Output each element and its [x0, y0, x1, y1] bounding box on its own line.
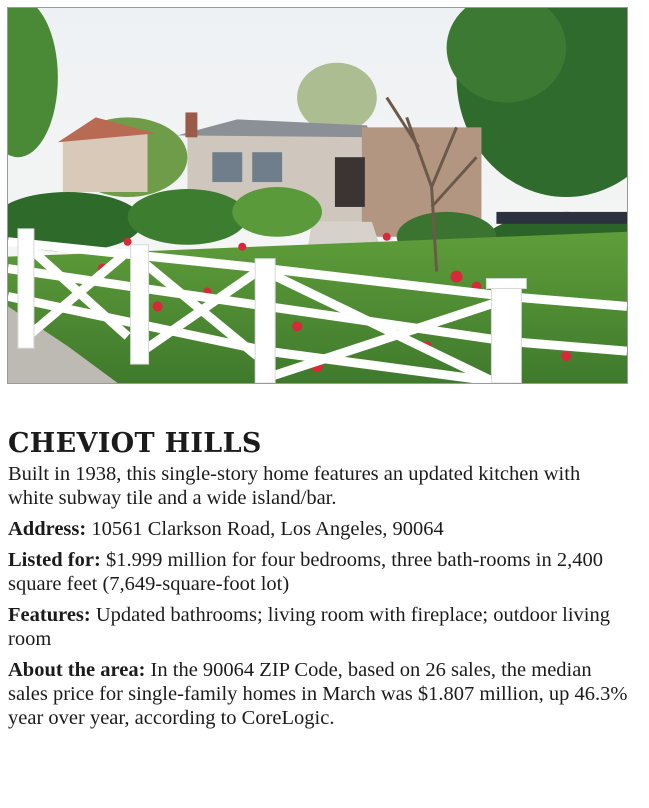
listed-label: Listed for:: [8, 549, 101, 571]
listing-article: [8, 428, 630, 737]
features-paragraph: [8, 603, 630, 651]
listed-paragraph: [8, 548, 630, 596]
address-value: 10561 Clarkson Road, Los Angeles, 90064: [86, 518, 444, 540]
area-label: About the area:: [8, 659, 146, 681]
listing-photo: [7, 7, 628, 384]
area-value: In the 90064 ZIP Code, based on 26 sales, the median sales price for single-family homes in March was $1.807 million, up 46.3% year over year, according to CoreLogic.: [8, 659, 628, 729]
intro-paragraph: Built in 1938, this single-story home features an updated kitchen with white subway tile and a wide island/bar.: [8, 463, 581, 509]
area-paragraph: [8, 658, 630, 730]
features-label: Features:: [8, 604, 91, 626]
address-paragraph: [8, 517, 630, 541]
features-value: Updated bathrooms; living room with fireplace; outdoor living room: [8, 604, 610, 650]
house-with-white-fence-photo: [8, 8, 627, 383]
headline: CHEVIOT HILLS: [8, 428, 262, 459]
listed-value: $1.999 million for four bedrooms, three bath-rooms in 2,400 square feet (7,649-square-foot lot): [8, 549, 603, 595]
address-label: Address:: [8, 518, 87, 540]
